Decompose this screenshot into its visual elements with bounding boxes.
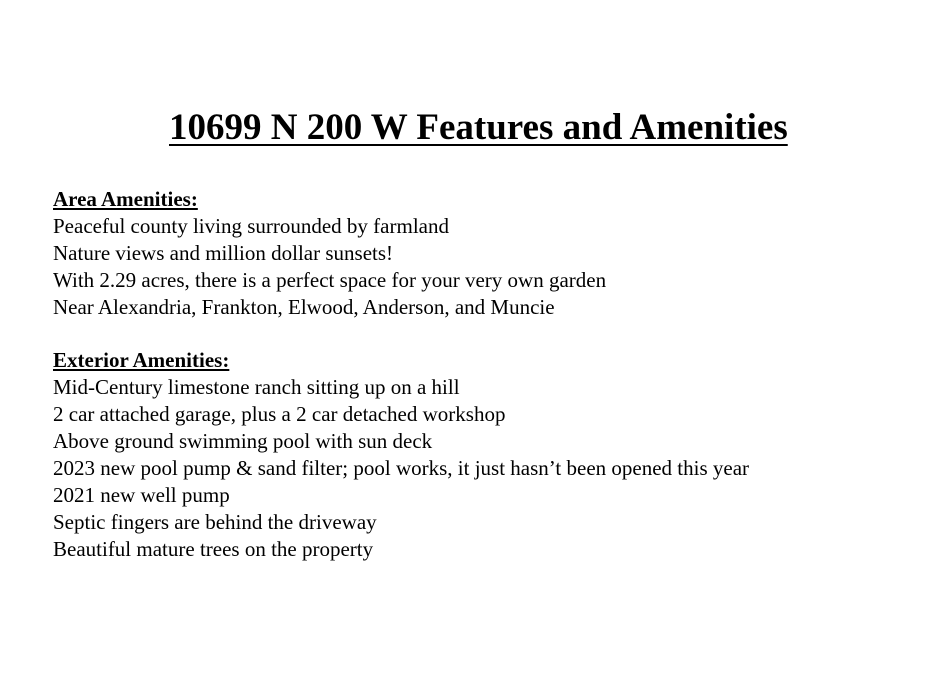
list-item: 2 car attached garage, plus a 2 car detached workshop (53, 402, 506, 426)
list-item: 2023 new pool pump & sand filter; pool works, it just hasn’t been opened this year (53, 456, 750, 480)
area-amenities-list (53, 213, 606, 321)
exterior-amenities-list (53, 374, 749, 563)
list-item: Septic fingers are behind the driveway (53, 510, 377, 534)
list-item: Above ground swimming pool with sun deck (53, 429, 433, 453)
list-item: Nature views and million dollar sunsets! (53, 241, 394, 265)
exterior-amenities-heading: Exterior Amenities: (53, 348, 230, 372)
area-amenities-heading: Area Amenities: (53, 187, 198, 211)
list-item: Peaceful county living surrounded by farmland (53, 214, 449, 238)
list-item: Near Alexandria, Frankton, Elwood, Anderson, and Muncie (53, 295, 555, 319)
list-item: With 2.29 acres, there is a perfect space for your very own garden (53, 268, 607, 292)
list-item: Mid-Century limestone ranch sitting up on a hill (53, 375, 460, 399)
exterior-amenities-section (53, 347, 749, 563)
list-item: 2021 new well pump (53, 483, 230, 507)
document-title: 10699 N 200 W Features and Amenities (169, 107, 788, 148)
list-item: Beautiful mature trees on the property (53, 537, 374, 561)
area-amenities-section (53, 186, 606, 321)
